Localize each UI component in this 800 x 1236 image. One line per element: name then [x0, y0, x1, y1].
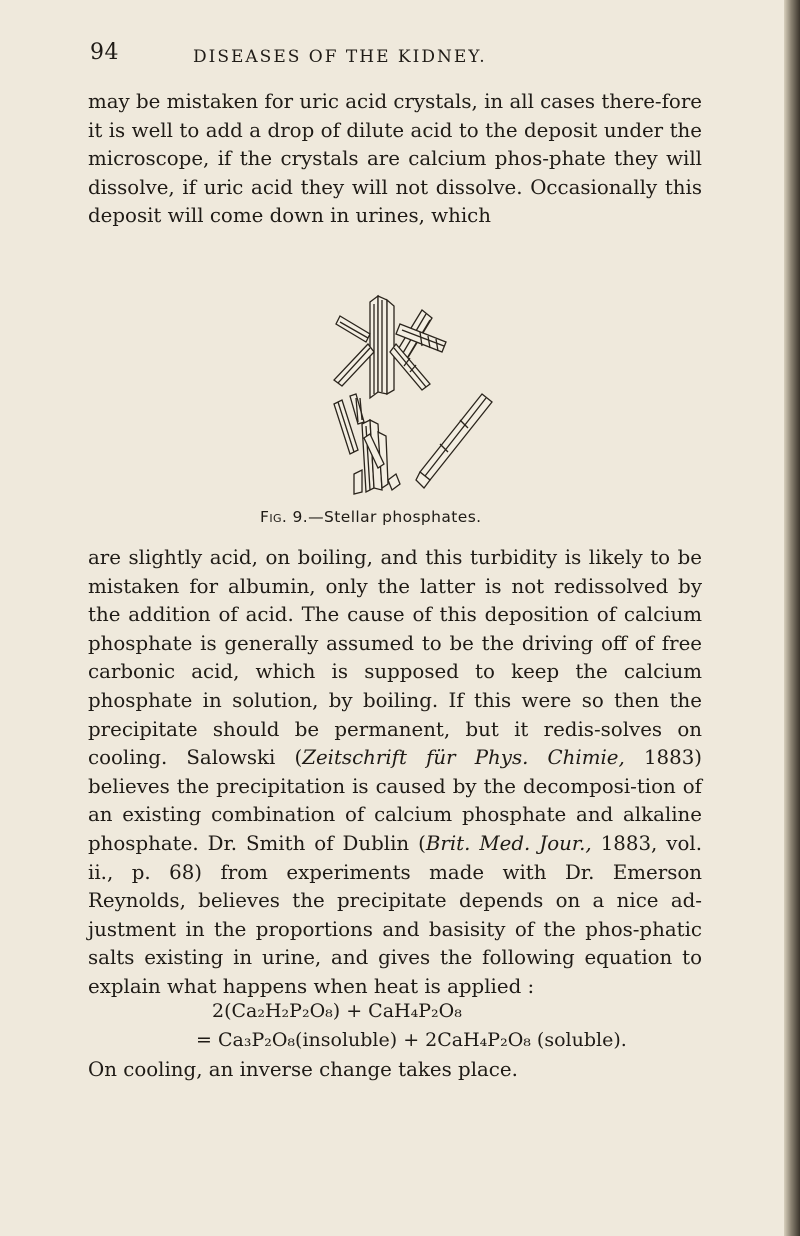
paragraph-1: may be mistaken for uric acid crystals, in all cases there-fore it is well to add a drop of dilute acid to the deposit under the microscope, if the crystals are calcium phos-phate they will dissolve, if uric acid they will not dissolve. Occasionally this deposit will come down in urines, which: [88, 90, 702, 228]
paragraph-2-text-c: 1883, vol. ii., p. 68) from experiments made with Dr. Emerson Reynolds, believes the precipitate depends on a nice ad-justment in the proportions and basisity of the phos-phatic salts existing in urine, and gives the following equation to explain what happens when heat is applied :: [88, 831, 703, 998]
paragraph-2-text-a: are slightly acid, on boiling, and this turbidity is likely to be mistaken for albumin, only the latter is not redissolved by the addition of acid. The cause of this deposition of calcium phosphate is generally assumed to be the driving off of free carbonic acid, which is supposed to keep the calcium phosphate in solution, by boiling. If this were so then the precipitate should be permanent, but it redis-solves on cooling. Salowski (: [88, 546, 702, 770]
closing-line: On cooling, an inverse change takes place.: [88, 1058, 518, 1081]
figure-caption-text: —Stellar phosphates.: [308, 508, 482, 526]
equation-line-1: 2(Ca₂H₂P₂O₈) + CaH₄P₂O₈: [212, 1000, 462, 1022]
equation-line-2: = Ca₃P₂O₈(insoluble) + 2CaH₄P₂O₈ (soluble).: [196, 1029, 627, 1051]
figure-caption: [260, 508, 540, 526]
figure-label: Fig. 9.: [260, 508, 309, 526]
paragraph-2-text-b: 1883) believes the precipitation is caused by the decomposi-tion of an existing combination of calcium phosphate and alkaline phosphate. Dr. Smith of Dublin (: [88, 746, 703, 855]
running-head: DISEASES OF THE KIDNEY.: [193, 47, 487, 67]
paragraph-2: [88, 544, 702, 1002]
journal-citation-2: Brit. Med. Jour.,: [425, 831, 592, 855]
page-edge-shadow: [784, 0, 800, 1236]
journal-citation-1: Zeitschrift für Phys. Chimie,: [302, 746, 625, 770]
page-number: 94: [90, 40, 119, 65]
crystal-drawing: [270, 284, 530, 504]
stellar-phosphates-illustration: [270, 284, 530, 504]
